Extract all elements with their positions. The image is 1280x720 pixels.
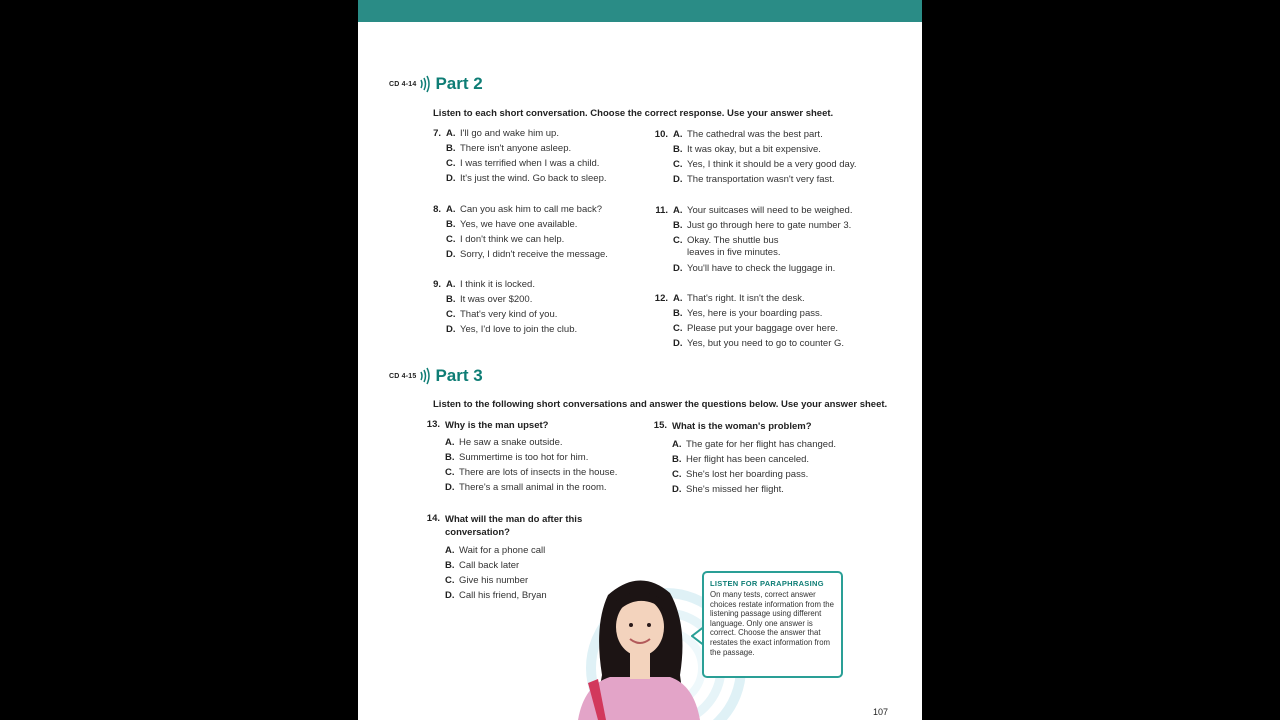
option-d: D. There's a small animal in the room. (445, 482, 607, 493)
option-c: C. Give his number (445, 575, 529, 586)
option-d: D. Yes, but you need to go to counter G. (673, 338, 845, 349)
option-b: B. Just go through here to gate number 3. (673, 220, 852, 231)
option-a: A. That's right. It isn't the desk. (673, 293, 805, 304)
option-a: A. The cathedral was the best part. (673, 129, 823, 140)
audio-waves-icon (419, 366, 431, 386)
option-a: A. Your suitcases will need to be weighed. (673, 205, 853, 216)
question-number: 13. (426, 419, 440, 430)
option-c: C. Okay. The shuttle bus leaves in five minutes. (673, 235, 781, 258)
question-number: 12. (654, 293, 668, 304)
option-c: C. I was terrified when I was a child. (446, 158, 600, 169)
question-stem: Why is the man upset? (445, 420, 549, 431)
audio-waves-icon (419, 74, 431, 94)
option-b: B. Call back later (445, 560, 520, 571)
part2-cd-track: CD 4-14 (389, 80, 417, 88)
part3-instructions: Listen to the following short conversations and answer the questions below. Use your answer sheet. (433, 399, 888, 410)
textbook-page (358, 0, 922, 720)
part2-title: Part 2 (435, 74, 483, 93)
option-c: C. She's lost her boarding pass. (672, 469, 809, 480)
option-b: B. Her flight has been canceled. (672, 454, 810, 465)
question-number: 8. (433, 204, 441, 215)
option-b: B. It was okay, but a bit expensive. (673, 144, 821, 155)
option-d: D. It's just the wind. Go back to sleep. (446, 173, 607, 184)
question-number: 9. (433, 279, 441, 290)
option-b: B. It was over $200. (446, 294, 533, 305)
part3-title: Part 3 (435, 366, 483, 385)
question-stem: What is the woman's problem? (672, 421, 812, 432)
question-number: 15. (653, 420, 667, 431)
option-d: D. Yes, I'd love to join the club. (446, 324, 578, 335)
option-c: C. Please put your baggage over here. (673, 323, 839, 334)
part3-cd-track: CD 4-15 (389, 372, 417, 380)
tip-title: LISTEN FOR PARAPHRASING (710, 579, 824, 588)
page-number: 107 (873, 707, 889, 717)
part2-instructions: Listen to each short conversation. Choose the correct response. Use your answer sheet. (433, 108, 834, 119)
top-color-band (358, 0, 922, 22)
option-a: A. He saw a snake outside. (445, 437, 563, 448)
option-c: C. I don't think we can help. (446, 234, 565, 245)
question-stem: What will the man do after this conversation? (445, 514, 583, 538)
option-b: B. Yes, here is your boarding pass. (673, 308, 823, 319)
student-photo-illustration (558, 575, 708, 720)
tip-callout (702, 571, 843, 678)
question-number: 11. (655, 205, 668, 216)
option-a: A. Can you ask him to call me back? (446, 204, 603, 215)
tip-body: On many tests, correct answer choices restate information from the listening passage using different language. Only one answer is correct. Choose the answer that restates the exact information from the passage. (710, 590, 834, 657)
option-c: C. That's very kind of you. (446, 309, 558, 320)
option-a: A. I think it is locked. (446, 279, 535, 290)
option-a: A. The gate for her flight has changed. (672, 439, 836, 450)
option-b: B. Summertime is too hot for him. (445, 452, 589, 463)
option-d: D. The transportation wasn't very fast. (673, 174, 835, 185)
question-number: 7. (433, 128, 441, 139)
question-number: 14. (426, 513, 440, 524)
option-a: A. I'll go and wake him up. (446, 128, 559, 139)
option-d: D. Sorry, I didn't receive the message. (446, 249, 608, 260)
option-d: D. You'll have to check the luggage in. (673, 263, 836, 274)
part2-header (389, 74, 483, 94)
option-c: C. Yes, I think it should be a very good day. (673, 159, 857, 170)
option-d: D. Call his friend, Bryan (445, 590, 547, 601)
option-b: B. There isn't anyone asleep. (446, 143, 572, 154)
option-b: B. Yes, we have one available. (446, 219, 578, 230)
option-d: D. She's missed her flight. (672, 484, 784, 495)
option-c: C. There are lots of insects in the house. (445, 467, 618, 478)
option-a: A. Wait for a phone call (445, 545, 546, 556)
part3-header (389, 366, 483, 386)
question-number: 10. (654, 129, 668, 140)
